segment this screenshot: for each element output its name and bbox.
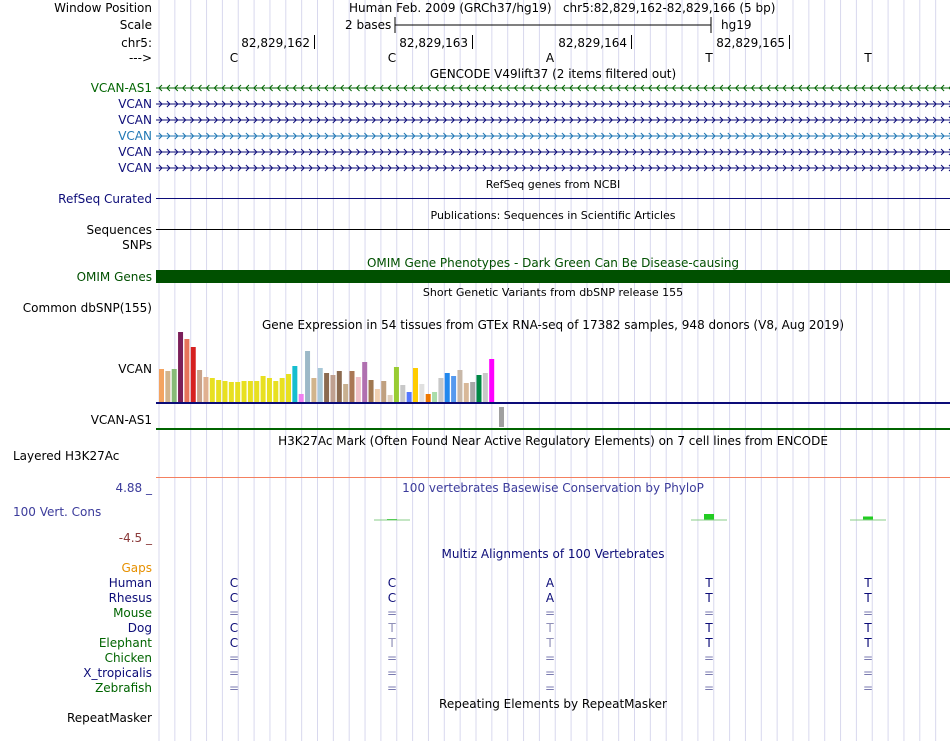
omim-label[interactable]: OMIM Genes — [76, 270, 152, 284]
gtex-tissue-bar — [197, 370, 202, 402]
gtex-tissue-bar — [178, 332, 183, 402]
gencode-title: GENCODE V49lift37 (2 items filtered out) — [429, 67, 677, 81]
multiz-species-label[interactable]: Rhesus — [108, 591, 152, 605]
gtex-tissue-bar — [343, 384, 348, 402]
multiz-base: C — [229, 621, 239, 635]
gencode-row-label[interactable]: VCAN — [118, 161, 152, 175]
conservation-title: 100 vertebrates Basewise Conservation by PhyloP — [402, 481, 704, 495]
gtex-tissue-bar — [229, 382, 234, 402]
gtex-tissue-bar — [254, 381, 259, 402]
gtex-tissue-bar — [388, 395, 393, 402]
gtex-tissue-bar — [235, 382, 240, 402]
multiz-base: C — [229, 591, 239, 605]
coordinate-label: 82,829,162 — [241, 36, 310, 50]
gtex-tissue-bar — [305, 351, 310, 402]
multiz-base: A — [545, 576, 555, 590]
multiz-base: = — [228, 651, 240, 665]
multiz-base: = — [386, 666, 398, 680]
gtex-tissue-bar — [324, 373, 329, 402]
gtex-tissue-bar — [489, 359, 494, 402]
gtex-tissue-bar — [375, 389, 380, 402]
multiz-base: T — [388, 621, 396, 635]
gtex-tissue-bar — [248, 381, 253, 402]
coordinate-label: 82,829,163 — [399, 36, 468, 50]
reference-base: T — [864, 51, 872, 65]
gtex-vcan-as1-bar — [499, 407, 504, 427]
multiz-base: = — [703, 651, 715, 665]
gtex-tissue-bar — [286, 374, 291, 402]
reference-base: A — [545, 51, 555, 65]
multiz-base: T — [705, 591, 713, 605]
multiz-base: C — [229, 636, 239, 650]
gtex-tissue-bar — [191, 347, 196, 402]
multiz-base: T — [705, 576, 713, 590]
gtex-tissue-bar — [407, 392, 412, 402]
gtex-tissue-bar — [318, 368, 323, 402]
scale-assembly: hg19 — [721, 18, 752, 32]
multiz-species-label[interactable]: Zebrafish — [95, 681, 152, 695]
multiz-species-label[interactable]: Mouse — [113, 606, 152, 620]
multiz-base: = — [228, 606, 240, 620]
gtex-tissue-bar — [483, 373, 488, 402]
gtex-tissue-bar — [242, 381, 247, 402]
multiz-base: = — [862, 651, 874, 665]
multiz-base: = — [703, 606, 715, 620]
multiz-base: T — [864, 636, 872, 650]
multiz-species-label[interactable]: Human — [108, 576, 152, 590]
multiz-base: = — [544, 666, 556, 680]
omim-title: OMIM Gene Phenotypes - Dark Green Can Be Disease-causing — [366, 256, 740, 270]
multiz-base: T — [864, 621, 872, 635]
gtex-tissue-bar — [451, 376, 456, 402]
gtex-title: Gene Expression in 54 tissues from GTEx RNA-seq of 17382 samples, 948 donors (V8, Aug 2019) — [261, 318, 845, 332]
repeatmasker-label[interactable]: RepeatMasker — [66, 711, 152, 725]
multiz-base: = — [703, 681, 715, 695]
gtex-tissue-bar — [413, 368, 418, 402]
multiz-base: T — [705, 636, 713, 650]
gencode-row-label[interactable]: VCAN — [118, 97, 152, 111]
h3k27ac-label[interactable]: Layered H3K27Ac — [13, 449, 120, 463]
gtex-tissue-bar — [184, 339, 189, 402]
reference-base: T — [705, 51, 713, 65]
multiz-base: = — [862, 606, 874, 620]
gtex-tissue-bar — [432, 392, 437, 402]
gtex-tissue-bar — [457, 370, 462, 402]
chrom-label: chr5: — [121, 36, 152, 50]
gtex-tissue-bar — [172, 369, 177, 402]
gtex-tissue-bar — [299, 394, 304, 402]
gtex-tissue-bar — [292, 366, 297, 402]
gencode-transcript[interactable] — [156, 147, 950, 157]
gtex-tissue-bar — [356, 377, 361, 402]
scale-bases: 2 bases — [345, 18, 392, 32]
gencode-row-label[interactable]: VCAN — [118, 113, 152, 127]
multiz-base: = — [228, 681, 240, 695]
coordinate-tick — [631, 35, 632, 49]
gtex-label-vcan[interactable]: VCAN — [118, 362, 152, 376]
reference-base: C — [229, 51, 239, 65]
gencode-transcript[interactable] — [156, 99, 950, 109]
multiz-base: T — [864, 591, 872, 605]
multiz-species-label[interactable]: Dog — [127, 621, 152, 635]
gtex-tissue-bar — [330, 375, 335, 402]
gencode-row-label[interactable]: VCAN-AS1 — [90, 81, 152, 95]
multiz-base: = — [386, 606, 398, 620]
conservation-score-bar — [704, 514, 714, 520]
refseq-label[interactable]: RefSeq Curated — [58, 192, 152, 206]
gencode-transcript[interactable] — [156, 131, 950, 141]
gtex-bar-chart[interactable] — [156, 330, 950, 432]
gtex-tissue-bar — [311, 378, 316, 402]
gtex-tissue-bar — [273, 381, 278, 402]
multiz-species-label[interactable]: Chicken — [104, 651, 152, 665]
multiz-species-label[interactable]: Elephant — [98, 636, 152, 650]
multiz-base: T — [388, 636, 396, 650]
gencode-transcript[interactable] — [156, 163, 950, 173]
gtex-tissue-bar — [210, 378, 215, 402]
gtex-tissue-bar — [438, 378, 443, 402]
gencode-transcript[interactable] — [156, 115, 950, 125]
multiz-species-label[interactable]: X_tropicalis — [83, 666, 152, 680]
multiz-base: T — [864, 576, 872, 590]
multiz-base: = — [386, 651, 398, 665]
repeatmasker-title: Repeating Elements by RepeatMasker — [439, 697, 667, 711]
gaps-label[interactable]: Gaps — [121, 561, 152, 575]
conservation-label[interactable]: 100 Vert. Cons — [13, 505, 102, 519]
gtex-tissue-bar — [426, 394, 431, 402]
gtex-tissue-bar — [394, 367, 399, 402]
coordinate-label: 82,829,165 — [716, 36, 785, 50]
multiz-base: T — [546, 636, 554, 650]
scale-bar — [394, 17, 714, 33]
coordinate-tick — [314, 35, 315, 49]
multiz-base: = — [228, 666, 240, 680]
gtex-tissue-bar — [445, 373, 450, 402]
dbsnp-label[interactable]: Common dbSNP(155) — [22, 301, 152, 315]
omim-bar[interactable] — [156, 270, 950, 283]
gtex-tissue-bar — [165, 371, 170, 402]
multiz-base: = — [703, 666, 715, 680]
publications-line[interactable] — [156, 229, 950, 230]
gtex-tissue-bar — [362, 362, 367, 402]
h3k27ac-title: H3K27Ac Mark (Often Found Near Active Regulatory Elements) on 7 cell lines from ENCODE — [278, 434, 828, 448]
strand-label: ---> — [128, 51, 152, 65]
conservation-plot[interactable] — [156, 490, 950, 540]
gtex-tissue-bar — [203, 377, 208, 402]
gtex-tissue-bar — [280, 378, 285, 402]
dbsnp-title: Short Genetic Variants from dbSNP release 155 — [422, 286, 684, 299]
gtex-tissue-bar — [470, 382, 475, 402]
reference-base: C — [387, 51, 397, 65]
publications-title: Publications: Sequences in Scientific Articles — [430, 209, 676, 222]
gtex-tissue-bar — [337, 371, 342, 402]
gencode-transcript[interactable] — [156, 83, 950, 93]
gtex-label-vcan-as1[interactable]: VCAN-AS1 — [90, 413, 152, 427]
conservation-score-bar — [863, 517, 873, 521]
gtex-tissue-bar — [381, 381, 386, 402]
gtex-tissue-bar — [477, 375, 482, 402]
multiz-base: T — [546, 621, 554, 635]
gtex-tissue-bar — [464, 383, 469, 402]
multiz-base: C — [387, 591, 397, 605]
window-position-value: Human Feb. 2009 (GRCh37/hg19) chr5:82,829,162-82,829,166 (5 bp) — [349, 1, 776, 15]
snps-label[interactable]: SNPs — [122, 238, 152, 252]
coordinate-tick — [472, 35, 473, 49]
refseq-line[interactable] — [156, 198, 950, 199]
multiz-base: = — [386, 681, 398, 695]
h3k27ac-baseline[interactable] — [156, 477, 950, 478]
multiz-title: Multiz Alignments of 100 Vertebrates — [441, 547, 665, 561]
gtex-tissue-bar — [419, 384, 424, 402]
publications-label[interactable]: Sequences — [86, 223, 152, 237]
coordinate-label: 82,829,164 — [558, 36, 627, 50]
gtex-tissue-bar — [261, 376, 266, 402]
gtex-tissue-bar — [267, 378, 272, 402]
gencode-row-label[interactable]: VCAN — [118, 129, 152, 143]
gtex-tissue-bar — [369, 380, 374, 402]
multiz-base: = — [544, 681, 556, 695]
refseq-title: RefSeq genes from NCBI — [485, 178, 621, 191]
multiz-base: T — [705, 621, 713, 635]
multiz-base: C — [229, 576, 239, 590]
conservation-max-label: 4.88 _ — [115, 481, 152, 495]
gtex-tissue-bar — [400, 385, 405, 402]
gtex-tissue-bar — [350, 371, 355, 402]
multiz-base: A — [545, 591, 555, 605]
gtex-tissue-bar — [216, 380, 221, 402]
conservation-min-label: -4.5 _ — [118, 531, 152, 545]
gencode-row-label[interactable]: VCAN — [118, 145, 152, 159]
multiz-base: = — [544, 606, 556, 620]
scale-label: Scale — [119, 18, 152, 32]
gtex-tissue-bar — [223, 381, 228, 402]
multiz-base: C — [387, 576, 397, 590]
coordinate-tick — [789, 35, 790, 49]
multiz-base: = — [862, 666, 874, 680]
multiz-base: = — [544, 651, 556, 665]
gtex-tissue-bar — [159, 369, 164, 402]
window-position-label: Window Position — [54, 1, 152, 15]
multiz-base: = — [862, 681, 874, 695]
